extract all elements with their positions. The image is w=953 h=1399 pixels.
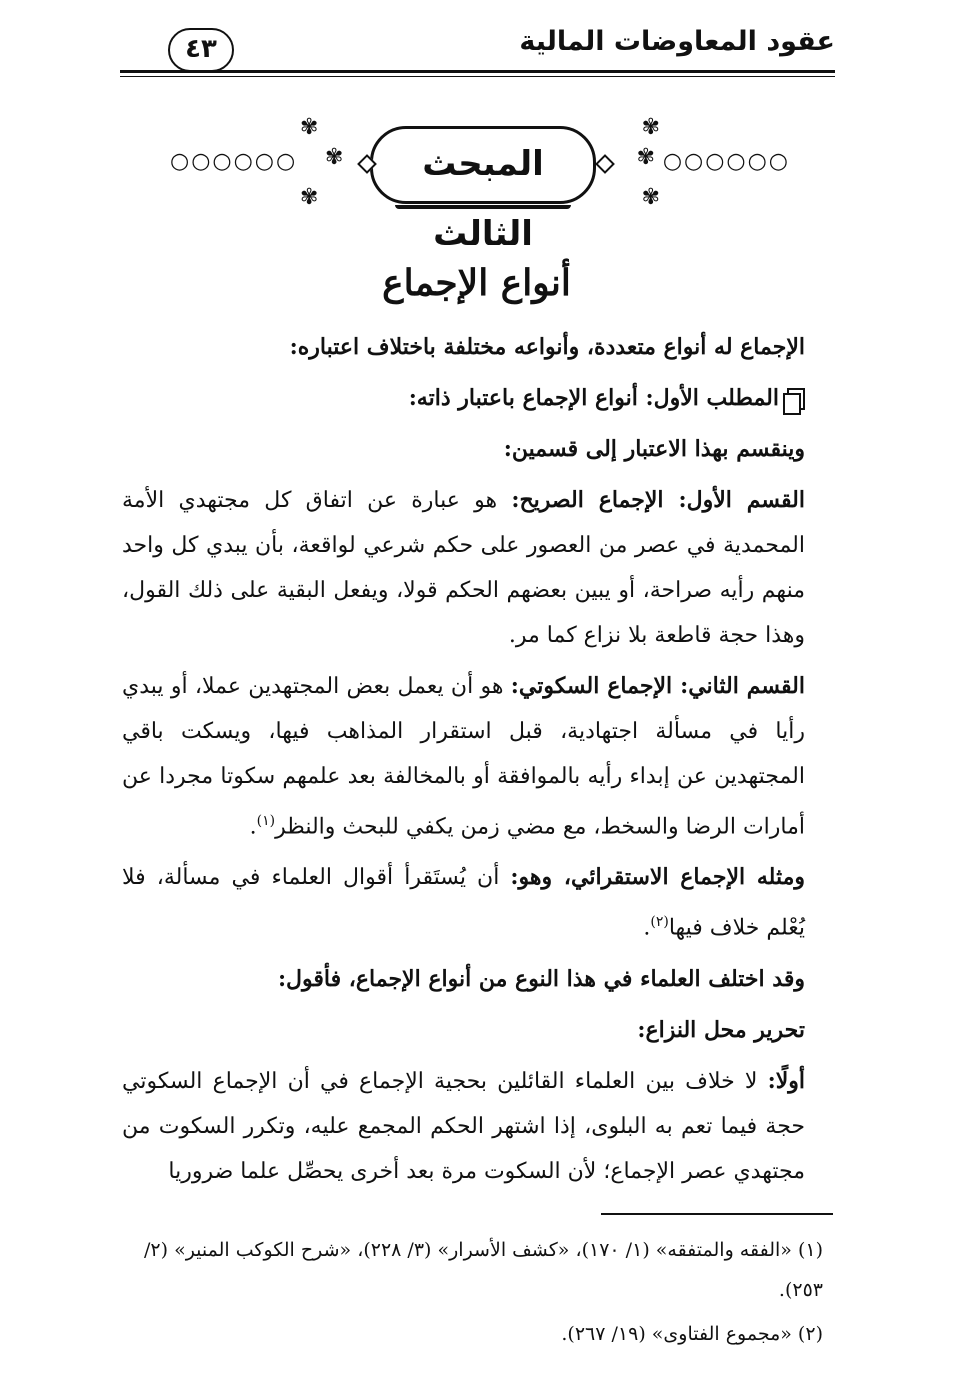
header-rule: [120, 70, 835, 73]
mithl-label: ومثله الإجماع الاستقرائي، وهو:: [510, 864, 805, 891]
ikhtilaf-paragraph: وقد اختلف العلماء في هذا النوع من أنواع الإجماع، فأقول:: [277, 965, 805, 992]
flower-icon: ✾: [300, 185, 319, 210]
page-header: [120, 20, 835, 78]
divides-paragraph: وينقسم بهذا الاعتبار إلى قسمين:: [503, 436, 805, 462]
ornament-circles-right: ○○○○○○: [662, 149, 790, 174]
main-text: [122, 325, 805, 1200]
footnotes: [122, 1230, 823, 1358]
flower-icon: ✾: [641, 185, 660, 210]
section-heading: المبحث الثالث: [370, 126, 596, 204]
footnote-1: (١) «الفقه والمتفقه» (١/ ١٧٠)، «كشف الأسرار» (٣/ ٢٢٨)، «شرح الكوكب المنير» (٢/ ٢٥٣).: [144, 1239, 823, 1301]
diamond-icon: [595, 154, 615, 174]
flower-icon: ✾: [325, 145, 344, 170]
document-icon: [787, 388, 805, 410]
qism1-label: القسم الأول: الإجماع الصريح:: [511, 487, 805, 513]
footnote-ref-2[interactable]: (٢): [650, 914, 669, 931]
book-title: عقود المعاوضات المالية: [519, 26, 835, 57]
flower-icon: ✾: [636, 145, 655, 170]
awwalan-paragraph: [122, 1059, 805, 1194]
header-rule-thin: [120, 76, 835, 77]
qism2-label: القسم الثاني: الإجماع السكوتي:: [510, 673, 805, 699]
qism1-text: هو عبارة عن اتفاق كل مجتهدي الأمة المحمدية في عصر من العصور على حكم شرعي لواقعة، بأن يبدي كل واحد منهم رأيه صراحة، أو يبين بعضهم الحكم قولا، ويفعل البقية على ذلك القول، وهذا حجة قاطعة بلا نزاع كما مر.: [122, 488, 805, 648]
ornament-circles-left: ○○○○○○: [170, 149, 298, 174]
awwalan-text: لا خلاف بين العلماء القائلين بحجية الإجماع في أن الإجماع السكوتي حجة فيما تعم به البلوى، إذا اشتهر الحكم المجمع عليه، وتكرر السكوت من مجتهدي عصر الإجماع؛ لأن السكوت مرة بعد أخرى يحصِّل علما ضروريا: [122, 1068, 805, 1184]
qism2-text: هو أن يعمل بعض المجتهدين عملا، أو يبدي رأيا في مسألة اجتهادية، قبل استقرار المذاهب فيها، ويسكت باقي المجتهدين عن إبداء رأيه بالموافقة أو بالمخالفة بعد علمهم سكوتا مجردا عن أمارات الرضا والسخط، مع مضي زمن يكفي للبحث والنظر: [122, 674, 805, 840]
footnote-ref-1[interactable]: (١): [256, 813, 276, 829]
mithl-text: أن يُستَقرأ أقوال العلماء في مسألة، فلا يُعْلم خلاف فيها: [122, 865, 805, 941]
flower-icon: ✾: [641, 115, 660, 140]
intro-paragraph: الإجماع له أنواع متعددة، وأنواعه مختلفة باختلاف اعتباره:: [289, 334, 805, 360]
tahrir-heading: تحرير محل النزاع:: [637, 1016, 805, 1043]
matlab-heading: المطلب الأول: أنواع الإجماع باعتبار ذاته:: [122, 376, 805, 421]
mithl-paragraph: ومثله الإجماع الاستقرائي، وهو: أن يُستَقرأ أقوال العلماء في مسألة، فلا يُعْلم خلاف فيها$^{(٢)}$.: [122, 864, 805, 941]
flower-icon: ✾: [300, 115, 319, 140]
footnote-rule: [601, 1213, 833, 1215]
chapter-title: أنواع الإجماع: [382, 262, 571, 304]
awwalan-label: أولًا:: [767, 1067, 805, 1094]
qism2-paragraph: القسم الثاني: الإجماع السكوتي: هو أن يعمل بعض المجتهدين عملا، أو يبدي رأيا في مسألة اجتهادية، قبل استقرار المذاهب فيها، ويسكت باقي المجتهدين عن إبداء رأيه بالموافقة أو بالمخالفة بعد علمهم سكوتا مجردا عن أمارات الرضا والسخط، مع مضي زمن يكفي للبحث والنظر$^{(١)}$.: [122, 673, 805, 840]
section-ornament: [170, 115, 790, 254]
qism1-paragraph: [122, 478, 805, 658]
page-number: ٤٣: [168, 28, 234, 72]
footnote-2: (٢) «مجموع الفتاوى» (١٩/ ٢٦٧).: [561, 1323, 823, 1345]
